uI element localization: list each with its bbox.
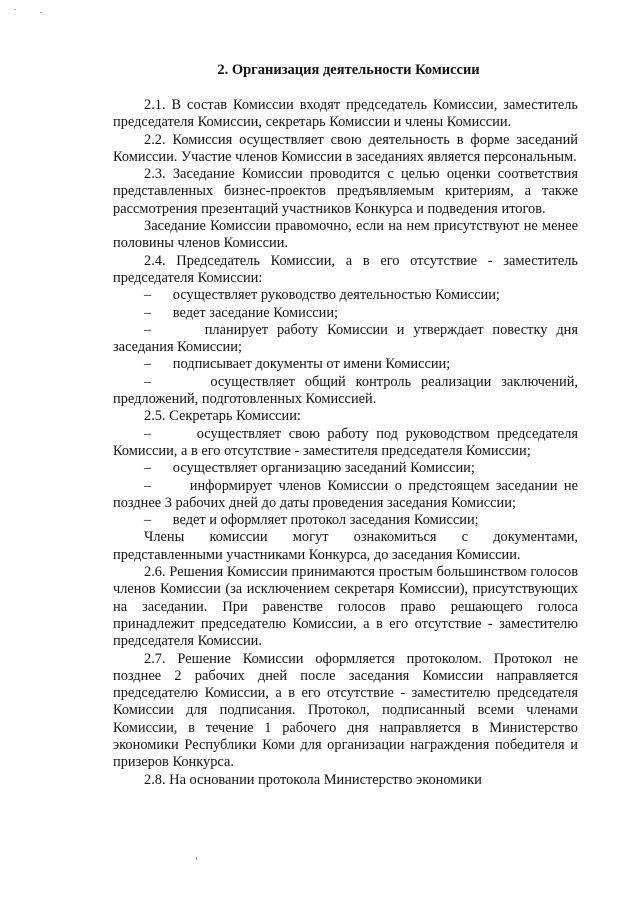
list-item-text: ведет заседание Комиссии; [172,304,339,321]
list-item [113,478,578,513]
chair-duties-list [113,287,578,408]
paragraph-2-7: 2.7. Решение Комиссии оформляется протоколом. Протокол не позднее 2 рабочих дней после заседания Комиссии направляется председателю Комиссии, а в его отсутствие - заместителю председателя Комиссии для подписания. Протокол, подписанный всеми членами Комиссии, в течение 1 рабочего дня направляется в Министерство экономики Республики Коми для организации награждения победителя и призеров Конкурса. [113,650,578,771]
list-item-text: осуществляет общий контроль реализации заключений, предложений, подготовленных Комиссией. [113,373,578,408]
list-item [113,356,578,373]
list-item-text: осуществляет организацию заседаний Комиссии; [172,460,475,477]
paragraph-members: Члены комиссии могут ознакомиться с документами, представленными участниками Конкурса, до заседания Комиссии. [113,529,578,563]
paragraph-2-3: 2.3. Заседание Комиссии проводится с целью оценки соответствия представленных бизнес-проектов предъявляемым критериям, а также рассмотрения презентаций участников Конкурса и подведения итогов. [113,166,578,217]
dash-marker: – [144,356,152,373]
list-item-text: планирует работу Комиссии и утверждает повестку дня заседания Комиссии; [113,321,578,356]
list-item-text: осуществляет руководство деятельностью Комиссии; [172,287,500,304]
scan-speck [14,9,16,10]
list-item-text: ведет и оформляет протокол заседания Комиссии; [172,512,479,529]
dash-marker: – [144,287,152,304]
scan-speck [196,857,197,860]
paragraph-2-1: 2.1. В состав Комиссии входят председатель Комиссии, заместитель председателя Комиссии, секретарь Комиссии и члены Комиссии. [113,97,578,131]
dash-marker: – [144,425,152,442]
paragraph-2-4: 2.4. Председатель Комиссии, а в его отсутствие - заместитель председателя Комиссии: [113,252,578,286]
list-item [113,460,578,477]
list-item [113,426,578,461]
list-item [113,512,578,529]
paragraph-quorum: Заседание Комиссии правомочно, если на нем присутствуют не менее половины членов Комиссии. [113,218,578,252]
list-item [113,305,578,322]
dash-marker: – [144,460,152,477]
document-page [113,62,578,789]
paragraph-2-6: 2.6. Решения Комиссии принимаются простым большинством голосов членов Комиссии (за исключением секретаря Комиссии), присутствующих на заседании. При равенстве голосов право решающего голоса принадлежит председателю Комиссии, а в его отсутствие - заместителю председателя Комиссии. [113,564,578,650]
list-item [113,322,578,357]
dash-marker: – [144,512,152,529]
dash-marker: – [144,373,152,390]
paragraph-2-8: 2.8. На основании протокола Министерство экономики [144,771,482,788]
dash-marker: – [144,304,152,321]
dash-marker: – [144,321,152,338]
scan-speck [40,12,42,13]
paragraph-2-2: 2.2. Комиссия осуществляет свою деятельность в форме заседаний Комиссии. Участие членов Комиссии в заседаниях является персональным. [113,131,578,165]
list-item [113,374,578,409]
list-item [113,287,578,304]
list-item-text: осуществляет свою работу под руководством председателя Комиссии, а в его отсутствие - заместителя председателя Комиссии; [113,425,578,459]
paragraph-2-5: 2.5. Секретарь Комиссии: [144,408,301,425]
section-heading: 2. Организация деятельности Комиссии [217,62,480,78]
list-item-text: подписывает документы от имени Комиссии; [172,356,451,373]
secretary-duties-list [113,426,578,530]
dash-marker: – [144,477,152,494]
list-item-text: информирует членов Комиссии о предстоящем заседании не позднее 3 рабочих дней до даты проведения заседания Комиссии; [113,477,578,511]
